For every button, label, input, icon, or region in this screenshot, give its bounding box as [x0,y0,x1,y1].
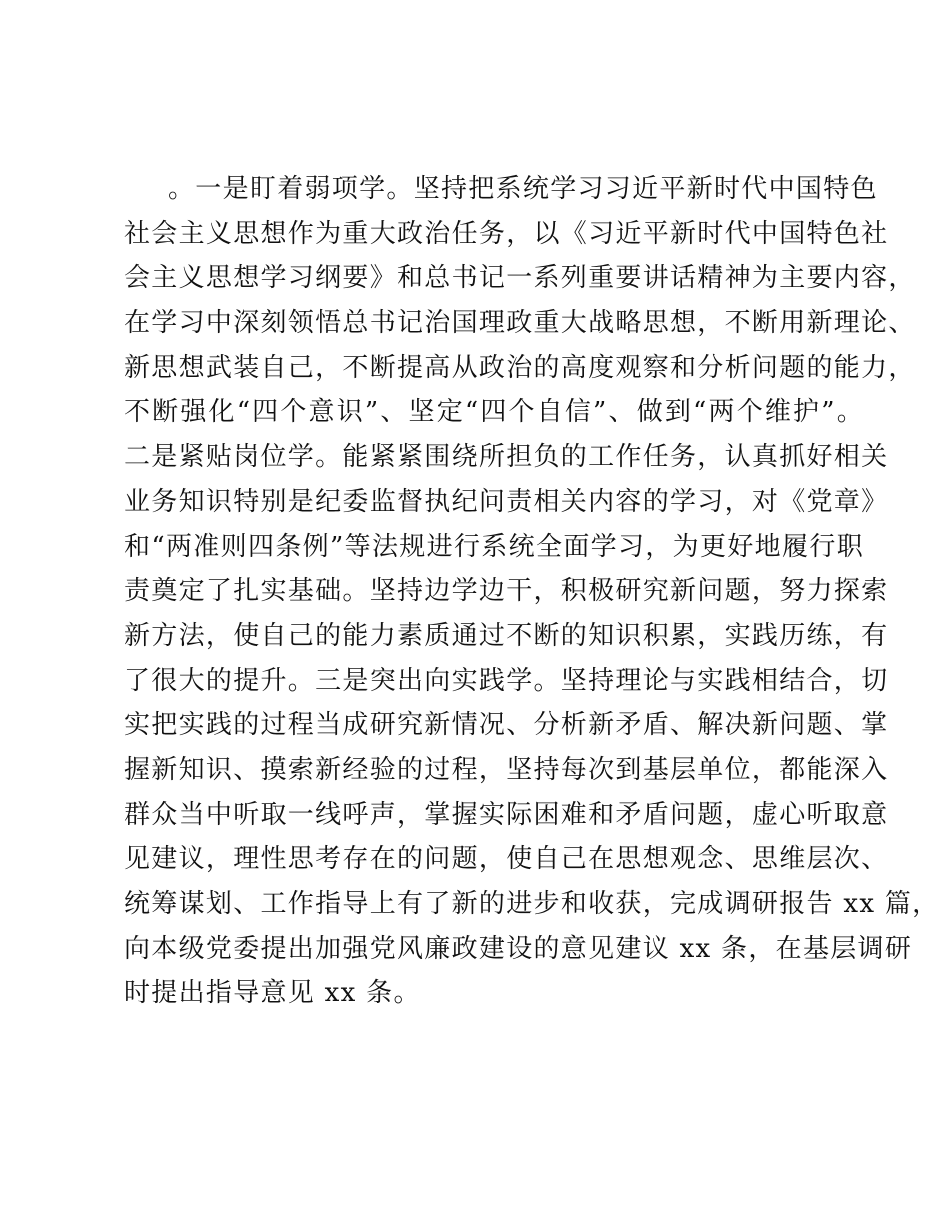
paragraph-line: 新方法，使自己的能力素质通过不断的知识积累，实践历练，有 [124,620,889,651]
paragraph-line: 社会主义思想作为重大政治任务，以《习近平新时代中国特色社 [124,218,889,249]
paragraph-line: 。一是盯着弱项学。坚持把系统学习习近平新时代中国特色 [168,174,878,204]
paragraph-line: 群众当中听取一线呼声，掌握实际困难和矛盾问题，虚心听取意 [124,799,889,830]
paragraph-line: 新思想武装自己，不断提高从政治的高度观察和分析问题的能力， [124,352,916,383]
paragraph-line: 不断强化“四个意识”、坚定“四个自信”、做到“两个维护”。 [124,397,864,428]
paragraph-line: 了很大的提升。三是突出向实践学。坚持理论与实践相结合，切 [124,665,889,696]
paragraph-line: 握新知识、摸索新经验的过程，坚持每次到基层单位，都能深入 [124,754,889,785]
paragraph-line: 责奠定了扎实基础。坚持边学边干，积极研究新问题，努力探索 [124,576,889,607]
paragraph-line: 时提出指导意见 xx 条。 [124,978,421,1009]
body-paragraph [124,167,940,1016]
paragraph-line: 见建议，理性思考存在的问题，使自己在思想观念、思维层次、 [124,844,889,875]
paragraph-line: 和“两准则四条例”等法规进行系统全面学习，为更好地履行职 [124,531,864,562]
paragraph-line: 统筹谋划、工作指导上有了新的进步和收获，完成调研报告 xx 篇， [124,889,940,919]
paragraph-line: 在学习中深刻领悟总书记治国理政重大战略思想，不断用新理论、 [124,308,916,339]
paragraph-line: 业务知识特别是纪委监督执纪问责相关内容的学习，对《党章》 [124,486,889,517]
paragraph-line: 会主义思想学习纲要》和总书记一系列重要讲话精神为主要内容， [124,263,916,294]
paragraph-line: 向本级党委提出加强党风廉政建设的意见建议 xx 条，在基层调研 [124,933,913,964]
paragraph-line: 实把实践的过程当成研究新情况、分析新矛盾、解决新问题、掌 [124,710,889,741]
paragraph-line: 二是紧贴岗位学。能紧紧围绕所担负的工作任务，认真抓好相关 [124,442,889,473]
